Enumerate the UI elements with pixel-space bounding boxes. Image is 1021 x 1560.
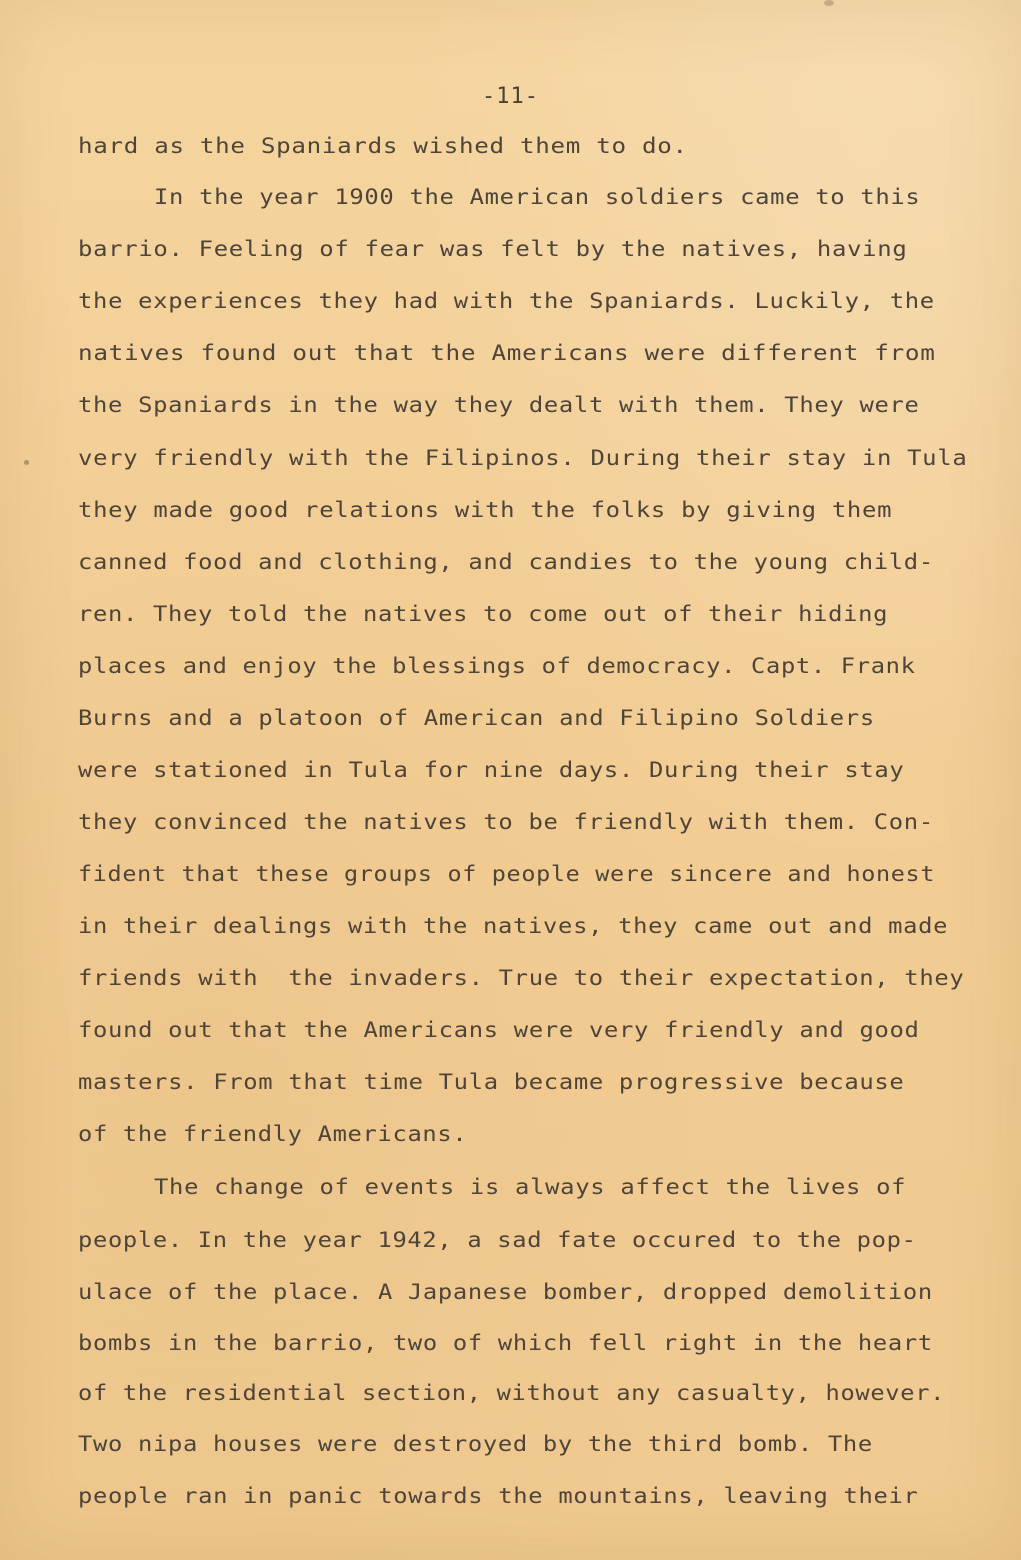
text-line: people. In the year 1942, a sad fate occured to the pop- bbox=[78, 1228, 917, 1252]
text-line: they made good relations with the folks by giving them bbox=[78, 498, 893, 522]
page-number: -11- bbox=[482, 84, 539, 109]
text-line: Burns and a platoon of American and Filipino Soldiers bbox=[78, 706, 875, 730]
text-line: very friendly with the Filipinos. During their stay in Tula bbox=[78, 446, 968, 470]
paper-speck bbox=[24, 460, 29, 465]
paper-stain bbox=[824, 0, 834, 6]
text-line: hard as the Spaniards wished them to do. bbox=[78, 134, 688, 158]
text-line: were stationed in Tula for nine days. During their stay bbox=[78, 758, 905, 782]
text-line: ulace of the place. A Japanese bomber, dropped demolition bbox=[78, 1280, 933, 1304]
text-line: fident that these groups of people were sincere and honest bbox=[78, 862, 936, 886]
text-line: the Spaniards in the way they dealt with them. They were bbox=[78, 393, 920, 417]
text-line: In the year 1900 the American soldiers came to this bbox=[154, 185, 921, 209]
text-line: bombs in the barrio, two of which fell right in the heart bbox=[78, 1331, 933, 1355]
text-line: of the residential section, without any casualty, however. bbox=[78, 1381, 946, 1405]
text-line: of the friendly Americans. bbox=[78, 1122, 468, 1146]
text-line: ren. They told the natives to come out of their hiding bbox=[78, 602, 889, 626]
text-line: people ran in panic towards the mountains, leaving their bbox=[78, 1484, 919, 1508]
text-line: natives found out that the Americans were different from bbox=[78, 341, 936, 365]
text-line: friends with the invaders. True to their expectation, they bbox=[78, 966, 965, 990]
text-line: masters. From that time Tula became progressive because bbox=[78, 1070, 905, 1094]
text-line: found out that the Americans were very friendly and good bbox=[78, 1018, 920, 1042]
text-line: in their dealings with the natives, they came out and made bbox=[78, 914, 949, 938]
text-line: they convinced the natives to be friendly with them. Con- bbox=[78, 810, 934, 834]
text-line: barrio. Feeling of fear was felt by the natives, having bbox=[78, 237, 908, 261]
text-line: Two nipa houses were destroyed by the third bomb. The bbox=[78, 1432, 873, 1456]
text-line: The change of events is always affect the lives of bbox=[154, 1175, 907, 1199]
text-line: canned food and clothing, and candies to the young child- bbox=[78, 550, 934, 574]
text-line: places and enjoy the blessings of democracy. Capt. Frank bbox=[78, 654, 916, 678]
text-line: the experiences they had with the Spaniards. Luckily, the bbox=[78, 289, 935, 313]
